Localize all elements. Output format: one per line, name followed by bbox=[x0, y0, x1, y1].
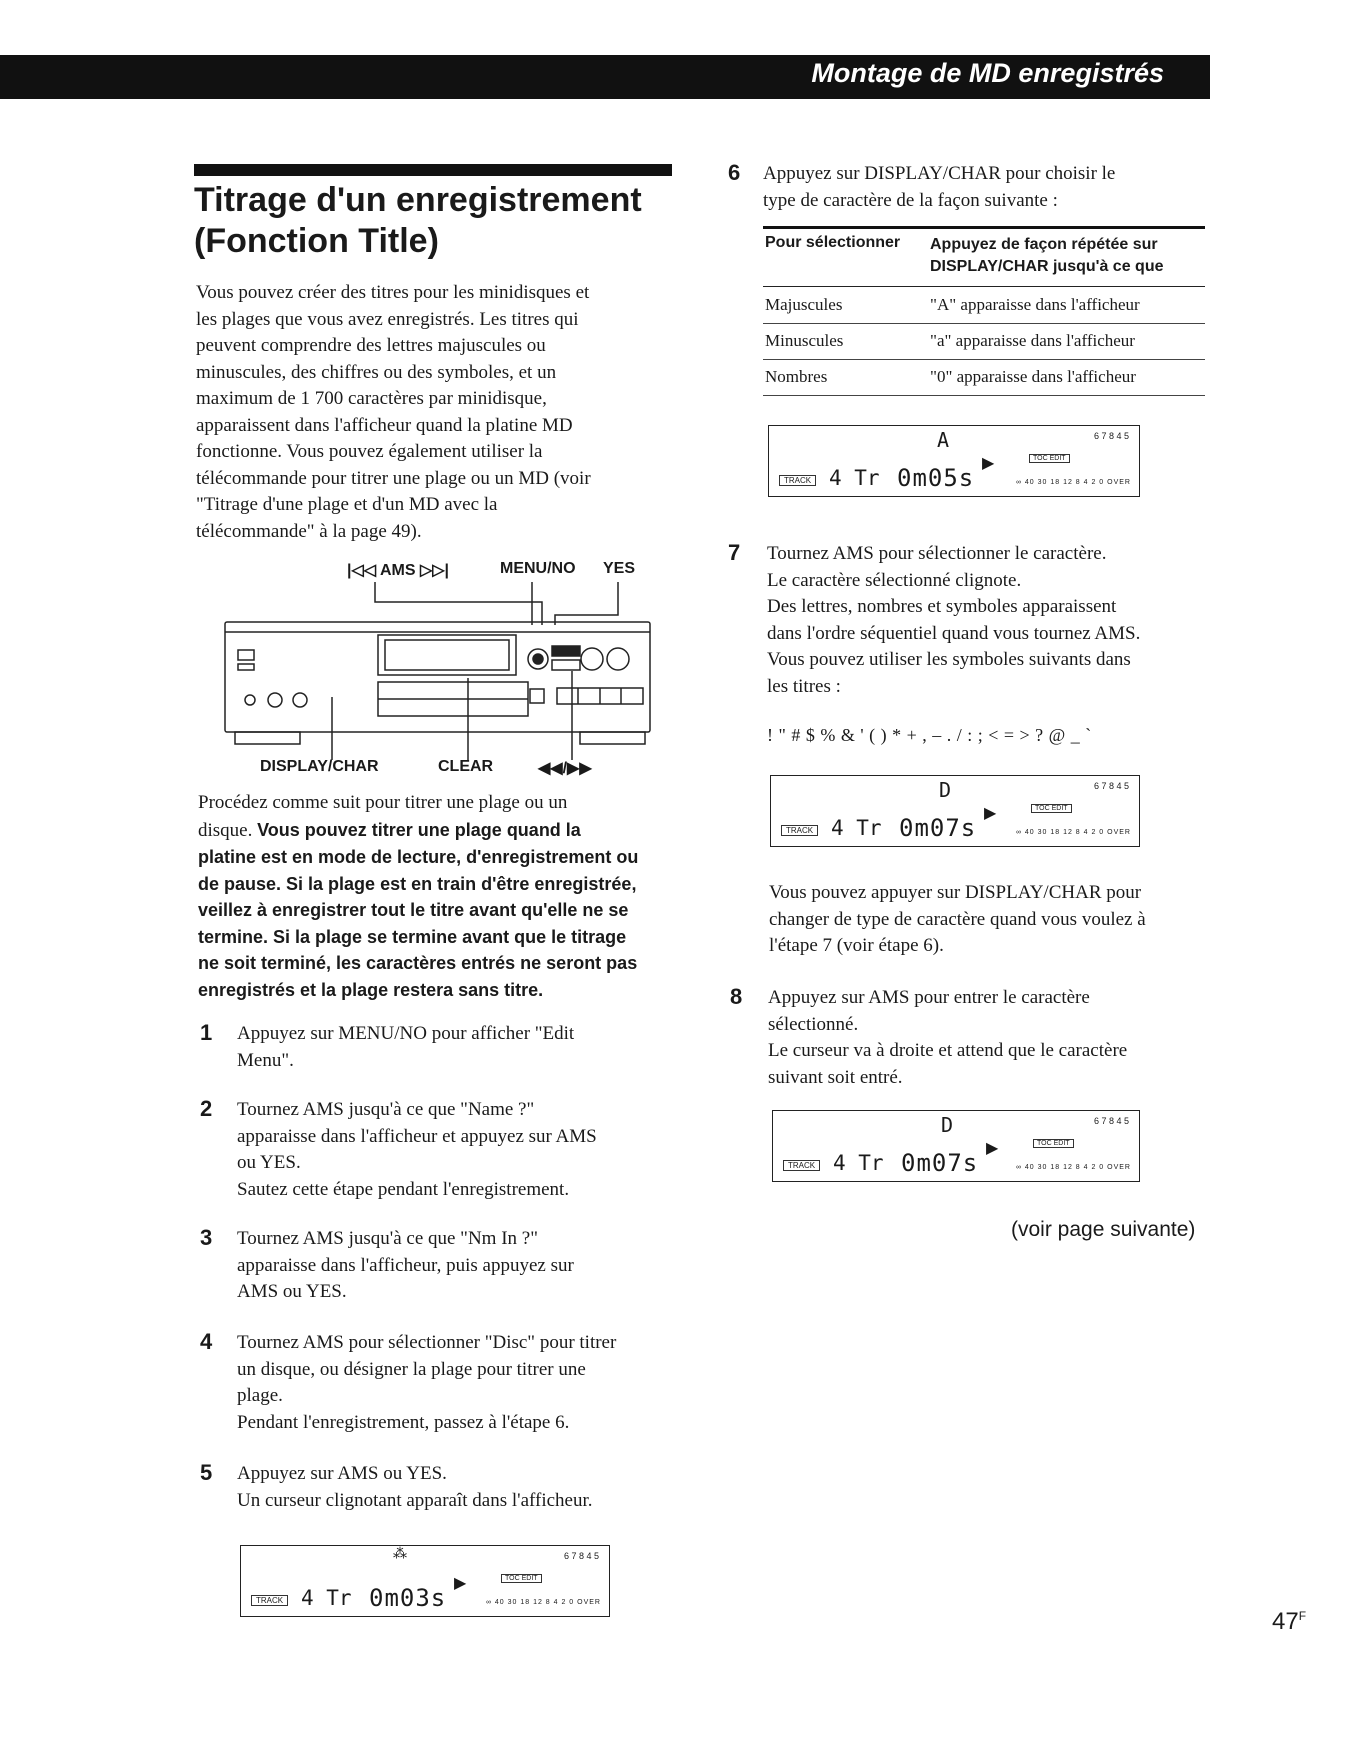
lcd-blinking-char: D bbox=[941, 1113, 954, 1137]
step-line: AMS ou YES. bbox=[237, 1281, 347, 1302]
table-header-left: Pour sélectionner bbox=[765, 234, 901, 251]
step-line: Le caractère sélectionné clignote. bbox=[767, 569, 1022, 591]
step7-note bbox=[769, 880, 1146, 960]
lcd-time: 0m05s bbox=[897, 464, 975, 492]
step-4 bbox=[237, 1330, 616, 1436]
track-tag: TRACK bbox=[781, 825, 818, 836]
intro-paragraph bbox=[196, 280, 656, 545]
procedure-bold-line: platine est en mode de lecture, d'enregistrement ou bbox=[198, 847, 639, 867]
intro-line: télécommande" à la page 49). bbox=[196, 520, 422, 542]
toc-edit-tag: TOC EDIT bbox=[1033, 1139, 1074, 1148]
title-line1: Titrage d'un enregistrement bbox=[194, 181, 642, 219]
table-top-rule bbox=[763, 226, 1205, 229]
table-cell: "0" apparaisse dans l'afficheur bbox=[930, 367, 1136, 386]
step-line: Appuyez sur AMS ou YES. bbox=[237, 1463, 447, 1484]
ams-label: |◁◁ AMS ▷▷| bbox=[347, 562, 450, 579]
note-line: l'étape 7 (voir étape 6). bbox=[769, 935, 944, 956]
step-line: type de caractère de la façon suivante : bbox=[763, 189, 1058, 211]
step-5 bbox=[237, 1461, 593, 1514]
procedure-line: Procédez comme suit pour titrer une plage ou un bbox=[198, 792, 568, 813]
lcd-time: 0m03s bbox=[369, 1584, 447, 1612]
step-line: Le curseur va à droite et attend que le caractère bbox=[768, 1040, 1128, 1061]
play-arrow-icon: ▶ bbox=[986, 1140, 999, 1157]
level-meter: ∞ 40 30 18 12 8 4 2 0 OVER bbox=[1015, 1164, 1131, 1171]
note-line: changer de type de caractère quand vous voulez à bbox=[769, 908, 1146, 930]
step-line: Tournez AMS jusqu'à ce que "Nm In ?" bbox=[237, 1228, 538, 1249]
display-char-label: DISPLAY/CHAR bbox=[260, 758, 379, 775]
step-line: apparaisse dans l'afficheur et appuyez sur AMS bbox=[237, 1125, 597, 1147]
lcd-blinking-char: A bbox=[937, 428, 950, 452]
lcd-track-count: 4 Tr bbox=[833, 1151, 884, 1175]
procedure-line: disque. bbox=[198, 819, 253, 841]
toc-edit-tag: TOC EDIT bbox=[501, 1574, 542, 1583]
page-num: 47 bbox=[1272, 1608, 1299, 1635]
track-tag: TRACK bbox=[779, 475, 816, 486]
lcd-nums: 6 7 8 4 5 bbox=[563, 1551, 599, 1561]
lcd-track-count: 4 Tr bbox=[301, 1586, 352, 1610]
procedure-bold: Vous pouvez titrer une plage quand la bbox=[257, 819, 581, 840]
table-header-right bbox=[930, 234, 1163, 278]
step-6 bbox=[763, 161, 1115, 214]
step-line: Appuyez sur MENU/NO pour afficher "Edit bbox=[237, 1023, 575, 1044]
step-number: 4 bbox=[200, 1329, 213, 1354]
step-number: 8 bbox=[730, 984, 743, 1009]
section-title: Montage de MD enregistrés bbox=[811, 58, 1164, 88]
lcd-nums: 6 7 8 4 5 bbox=[1093, 781, 1129, 791]
step-number: 1 bbox=[200, 1020, 213, 1045]
step-line: Des lettres, nombres et symboles apparaissent bbox=[767, 596, 1117, 617]
intro-line: télécommande pour titrer une plage ou un MD (voir bbox=[196, 467, 591, 489]
intro-line: apparaissent dans l'afficheur quand la platine MD bbox=[196, 414, 573, 436]
table-row bbox=[763, 287, 1205, 324]
title-line2: (Fonction Title) bbox=[194, 222, 439, 260]
table-row bbox=[763, 323, 1205, 360]
step-number: 6 bbox=[728, 160, 741, 185]
lcd-display-step6 bbox=[768, 425, 1140, 497]
intro-line: minuscules, des chiffres ou des symboles, et un bbox=[196, 361, 557, 383]
blink-rays-icon: ⁂ bbox=[393, 1547, 407, 1562]
lcd-display-step7 bbox=[770, 775, 1140, 847]
step-line: Sautez cette étape pendant l'enregistrement. bbox=[237, 1178, 570, 1200]
menu-no-label: MENU/NO bbox=[500, 560, 576, 577]
step-line: Tournez AMS jusqu'à ce que "Name ?" bbox=[237, 1099, 535, 1120]
yes-label: YES bbox=[603, 560, 636, 577]
step-line: Tournez AMS pour sélectionner "Disc" pour titrer bbox=[237, 1332, 617, 1353]
page-number bbox=[1272, 1608, 1306, 1636]
step-3 bbox=[237, 1226, 574, 1306]
play-arrow-icon: ▶ bbox=[984, 805, 997, 822]
track-tag: TRACK bbox=[251, 1595, 288, 1606]
device-diagram bbox=[220, 560, 660, 775]
lcd-nums: 6 7 8 4 5 bbox=[1093, 431, 1129, 441]
page-title bbox=[194, 180, 694, 262]
title-rule bbox=[194, 164, 672, 176]
step-line: Appuyez sur AMS pour entrer le caractère bbox=[768, 987, 1090, 1008]
step-line: dans l'ordre séquentiel quand vous tournez AMS. bbox=[767, 622, 1141, 644]
lcd-display-step5 bbox=[240, 1545, 610, 1617]
procedure-bold-line: termine. Si la plage se termine avant que le titrage bbox=[198, 926, 627, 947]
track-tag: TRACK bbox=[783, 1160, 820, 1171]
intro-line: maximum de 1 700 caractères par minidisque, bbox=[196, 388, 547, 409]
step-line: un disque, ou désigner la plage pour titrer une bbox=[237, 1358, 586, 1380]
lcd-blinking-char: D bbox=[939, 778, 952, 802]
step-line: Un curseur clignotant apparaît dans l'afficheur. bbox=[237, 1489, 593, 1511]
table-header-line: DISPLAY/CHAR jusqu'à ce que bbox=[930, 258, 1164, 275]
table-row bbox=[763, 359, 1205, 396]
step-number: 3 bbox=[200, 1225, 213, 1250]
lcd-track-count: 4 Tr bbox=[829, 466, 880, 490]
table-cell: Majuscules bbox=[765, 295, 843, 314]
level-meter: ∞ 40 30 18 12 8 4 2 0 OVER bbox=[485, 1599, 601, 1606]
page-suffix: F bbox=[1298, 1609, 1307, 1623]
step-line: Tournez AMS pour sélectionner le caractère. bbox=[767, 543, 1107, 564]
step-8 bbox=[768, 985, 1127, 1091]
intro-line: peuvent comprendre des lettres majuscules ou bbox=[196, 335, 546, 356]
play-arrow-icon: ▶ bbox=[982, 455, 995, 472]
table-cell: "A" apparaisse dans l'afficheur bbox=[930, 295, 1140, 314]
step-number: 2 bbox=[200, 1096, 213, 1121]
procedure-bold-line: ne soit terminé, les caractères entrés ne seront pas bbox=[198, 953, 638, 973]
header-band bbox=[0, 55, 1210, 99]
lcd-nums: 6 7 8 4 5 bbox=[1093, 1116, 1129, 1126]
md-deck-drawing bbox=[220, 560, 660, 775]
intro-line: "Titrage d'une plage et d'un MD avec la bbox=[196, 494, 498, 515]
procedure-bold-line: enregistrés et la plage restera sans titre. bbox=[198, 979, 544, 1000]
table-cell: Minuscules bbox=[765, 331, 844, 350]
symbol-list: ! " # $ % & ' ( ) * + , – . / : ; < = > ? @ _ ` bbox=[767, 725, 1092, 745]
level-meter: ∞ 40 30 18 12 8 4 2 0 OVER bbox=[1015, 479, 1131, 486]
lcd-display-step8 bbox=[772, 1110, 1140, 1182]
table-cell: "a" apparaisse dans l'afficheur bbox=[930, 331, 1135, 350]
level-meter: ∞ 40 30 18 12 8 4 2 0 OVER bbox=[1015, 829, 1131, 836]
intro-line: les plages que vous avez enregistrés. Les titres qui bbox=[196, 308, 579, 330]
step-line: les titres : bbox=[767, 675, 841, 697]
note-line: Vous pouvez appuyer sur DISPLAY/CHAR pour bbox=[769, 882, 1142, 903]
table-cell: Nombres bbox=[765, 367, 828, 386]
lcd-track-count: 4 Tr bbox=[831, 816, 882, 840]
continue-note: (voir page suivante) bbox=[1011, 1218, 1196, 1241]
step-line: ou YES. bbox=[237, 1152, 301, 1173]
step-7 bbox=[767, 541, 1140, 700]
procedure-paragraph bbox=[198, 790, 678, 1003]
step-line: Appuyez sur DISPLAY/CHAR pour choisir le bbox=[763, 163, 1116, 184]
procedure-bold-line: veillez à enregistrer tout le titre avant qu'elle ne se bbox=[198, 900, 629, 920]
step-number: 5 bbox=[200, 1460, 213, 1485]
step-line: sélectionné. bbox=[768, 1013, 859, 1035]
step-line: suivant soit entré. bbox=[768, 1066, 903, 1088]
table-header-line: Appuyez de façon répétée sur bbox=[930, 236, 1158, 253]
step-number: 7 bbox=[728, 540, 741, 565]
step-line: apparaisse dans l'afficheur, puis appuyez sur bbox=[237, 1254, 574, 1276]
step-line: Vous pouvez utiliser les symboles suivants dans bbox=[767, 649, 1131, 670]
step-line: Pendant l'enregistrement, passez à l'étape 6. bbox=[237, 1411, 570, 1433]
skip-label: ◀◀/▶▶ bbox=[538, 760, 592, 777]
lcd-time: 0m07s bbox=[901, 1149, 979, 1177]
intro-line: Vous pouvez créer des titres pour les minidisques et bbox=[196, 282, 590, 303]
step-2 bbox=[237, 1097, 597, 1203]
toc-edit-tag: TOC EDIT bbox=[1031, 804, 1072, 813]
clear-label: CLEAR bbox=[438, 758, 494, 775]
step-line: Menu". bbox=[237, 1049, 294, 1071]
toc-edit-tag: TOC EDIT bbox=[1029, 454, 1070, 463]
step-1 bbox=[237, 1021, 574, 1074]
procedure-bold-line: de pause. Si la plage est en train d'être enregistrée, bbox=[198, 873, 637, 894]
play-arrow-icon: ▶ bbox=[454, 1575, 467, 1592]
lcd-time: 0m07s bbox=[899, 814, 977, 842]
step-line: plage. bbox=[237, 1385, 283, 1406]
intro-line: fonctionne. Vous pouvez également utiliser la bbox=[196, 441, 543, 462]
